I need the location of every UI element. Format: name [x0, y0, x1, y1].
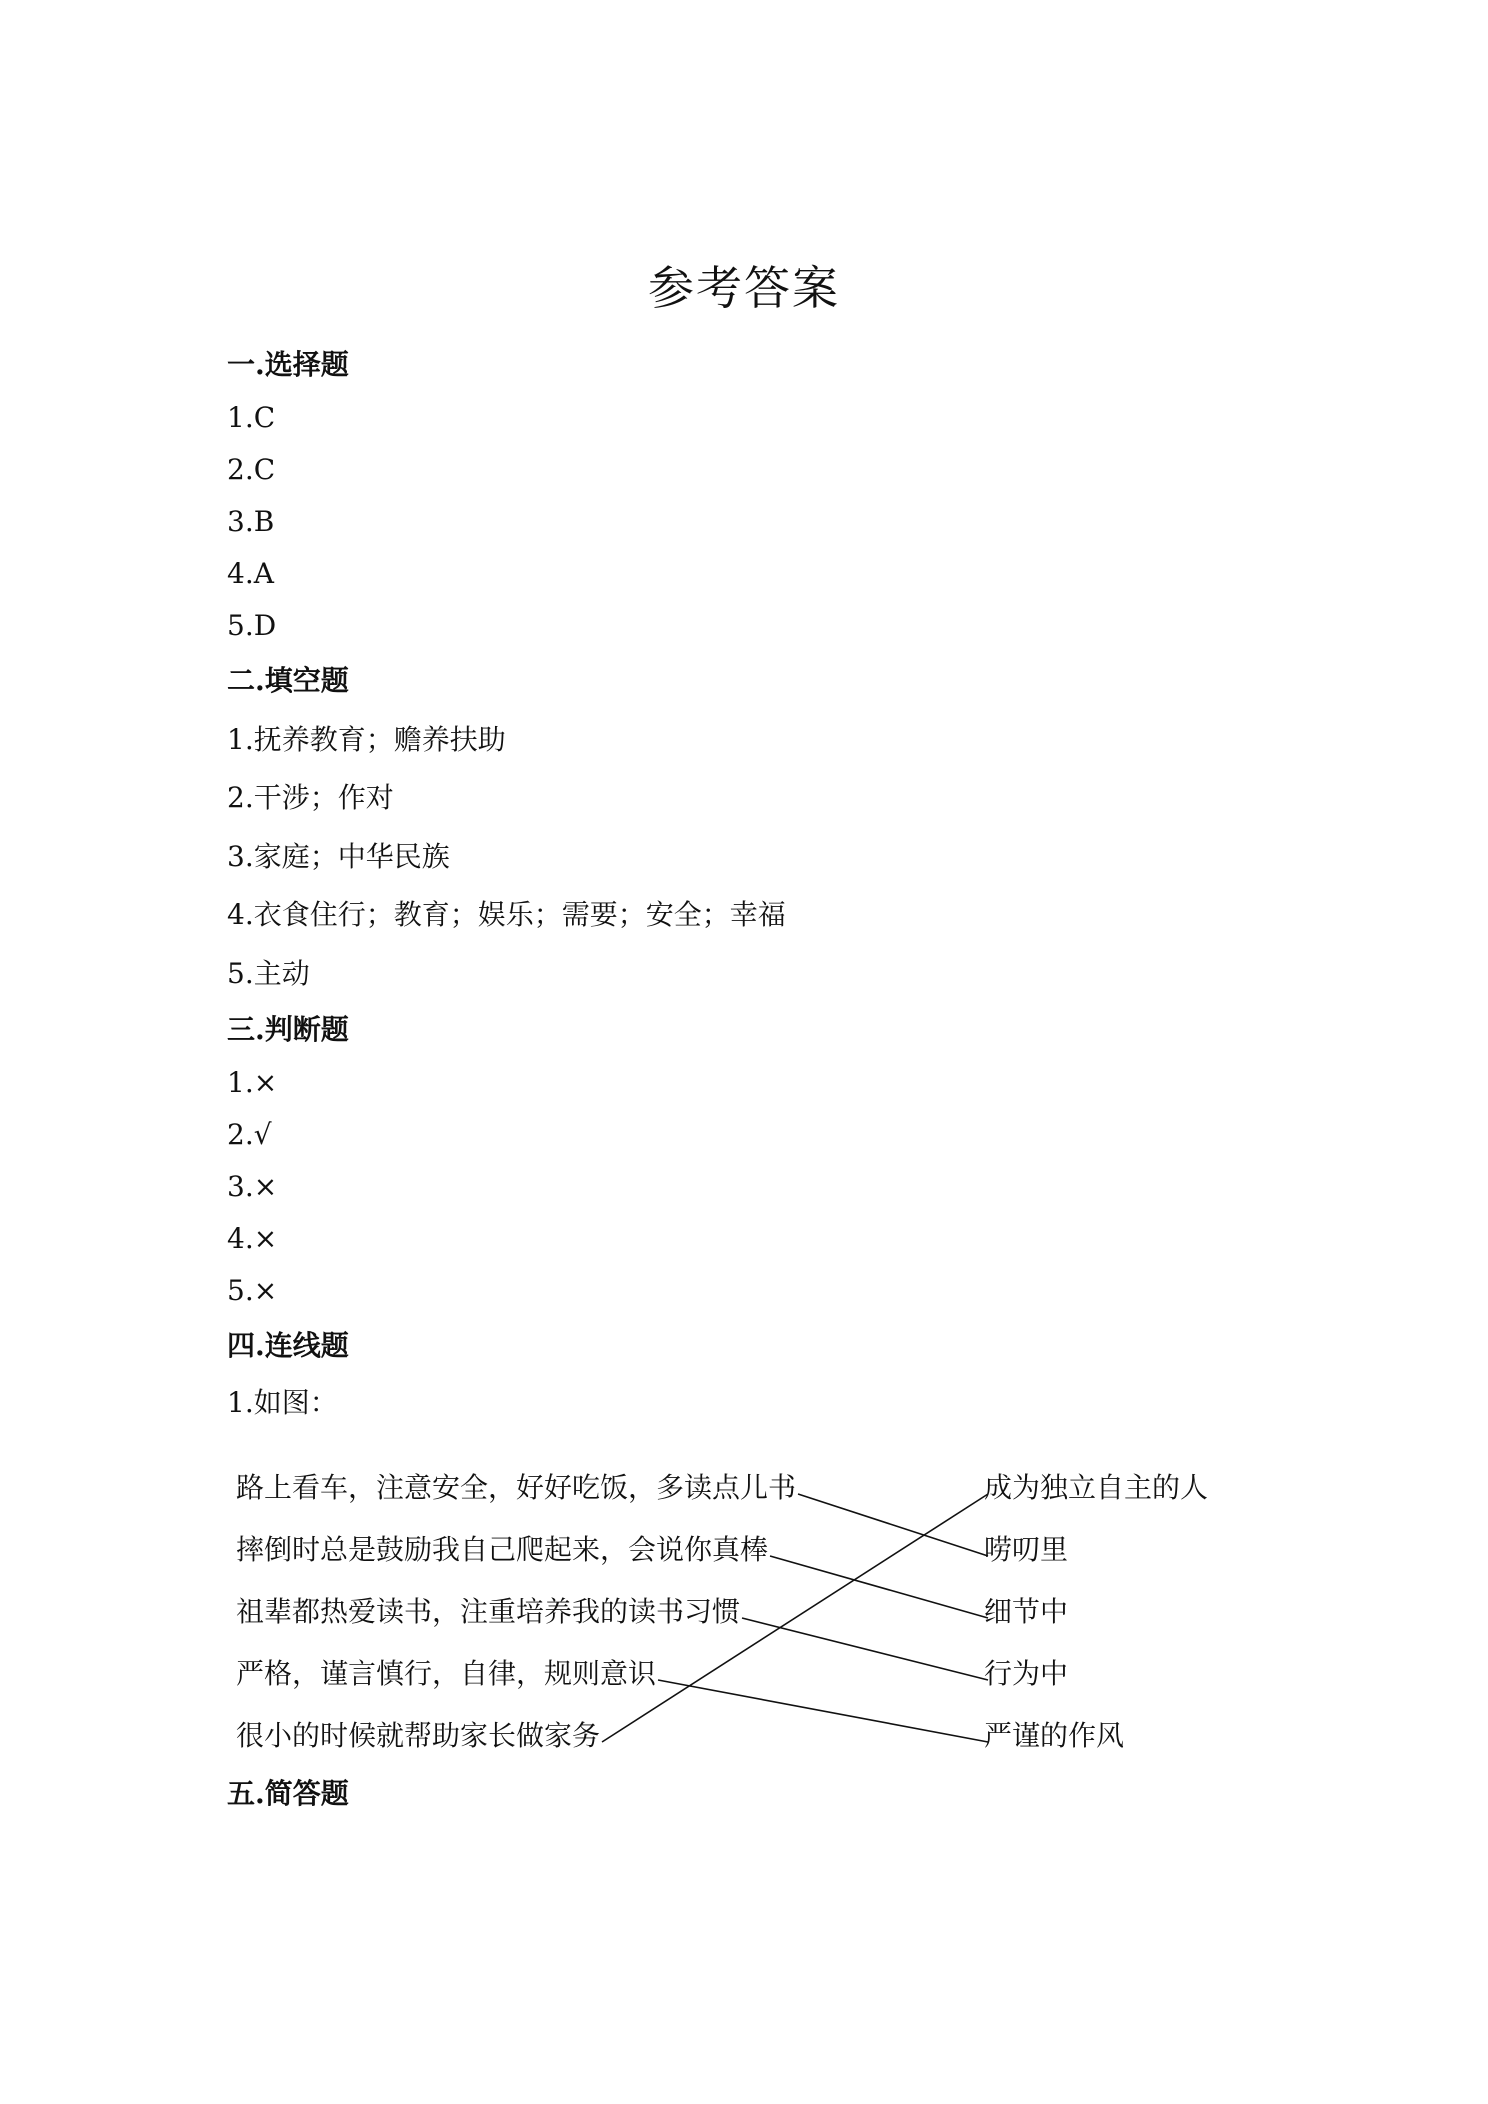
- section-heading-fill-blank: 二.填空题: [227, 664, 349, 697]
- section-heading-choice: 一.选择题: [227, 348, 349, 381]
- match-left-item: 很小的时候就帮助家长做家务: [236, 1719, 601, 1752]
- match-left-item: 摔倒时总是鼓励我自己爬起来，会说你真棒: [236, 1533, 769, 1566]
- answer-item: 5.D: [227, 609, 277, 642]
- answer-item: 1.抚养教育；赡养扶助: [227, 723, 506, 756]
- answer-item: 4.衣食住行；教育；娱乐；需要；安全；幸福: [227, 898, 786, 931]
- match-left-item: 祖辈都热爱读书，注重培养我的读书习惯: [236, 1595, 741, 1628]
- answer-item: 2.C: [227, 453, 276, 486]
- answer-item: 4.×: [227, 1222, 278, 1255]
- match-right-item: 严谨的作风: [984, 1719, 1125, 1752]
- answer-item: 4.A: [227, 557, 274, 590]
- match-right-item: 成为独立自主的人: [984, 1471, 1209, 1504]
- answer-item: 3.B: [227, 505, 275, 538]
- match-line: [658, 1680, 988, 1742]
- match-right-item: 细节中: [984, 1595, 1069, 1628]
- matching-diagram: [228, 1470, 1228, 1770]
- answer-item: 5.×: [227, 1274, 278, 1307]
- match-right-item: 唠叨里: [984, 1533, 1069, 1566]
- answer-item: 5.主动: [227, 957, 310, 990]
- answer-item: 3.家庭；中华民族: [227, 840, 450, 873]
- match-left-item: 严格，谨言慎行，自律，规则意识: [236, 1657, 657, 1690]
- section-heading-short-answer: 五.简答题: [227, 1777, 349, 1810]
- section-heading-true-false: 三.判断题: [227, 1013, 349, 1046]
- match-line: [770, 1556, 988, 1618]
- match-line: [798, 1494, 988, 1556]
- match-right-item: 行为中: [984, 1657, 1069, 1690]
- answer-item: 1.×: [227, 1066, 278, 1099]
- answer-item: 2.√: [227, 1118, 272, 1151]
- answer-item: 1.如图：: [227, 1386, 338, 1419]
- answer-item: 2.干涉；作对: [227, 781, 394, 814]
- page-title: 参考答案: [648, 261, 840, 315]
- section-heading-matching: 四.连线题: [227, 1329, 349, 1362]
- match-line: [742, 1618, 988, 1680]
- answer-item: 1.C: [227, 401, 276, 434]
- answer-item: 3.×: [227, 1170, 278, 1203]
- match-left-item: 路上看车，注意安全，好好吃饭，多读点儿书: [236, 1471, 797, 1504]
